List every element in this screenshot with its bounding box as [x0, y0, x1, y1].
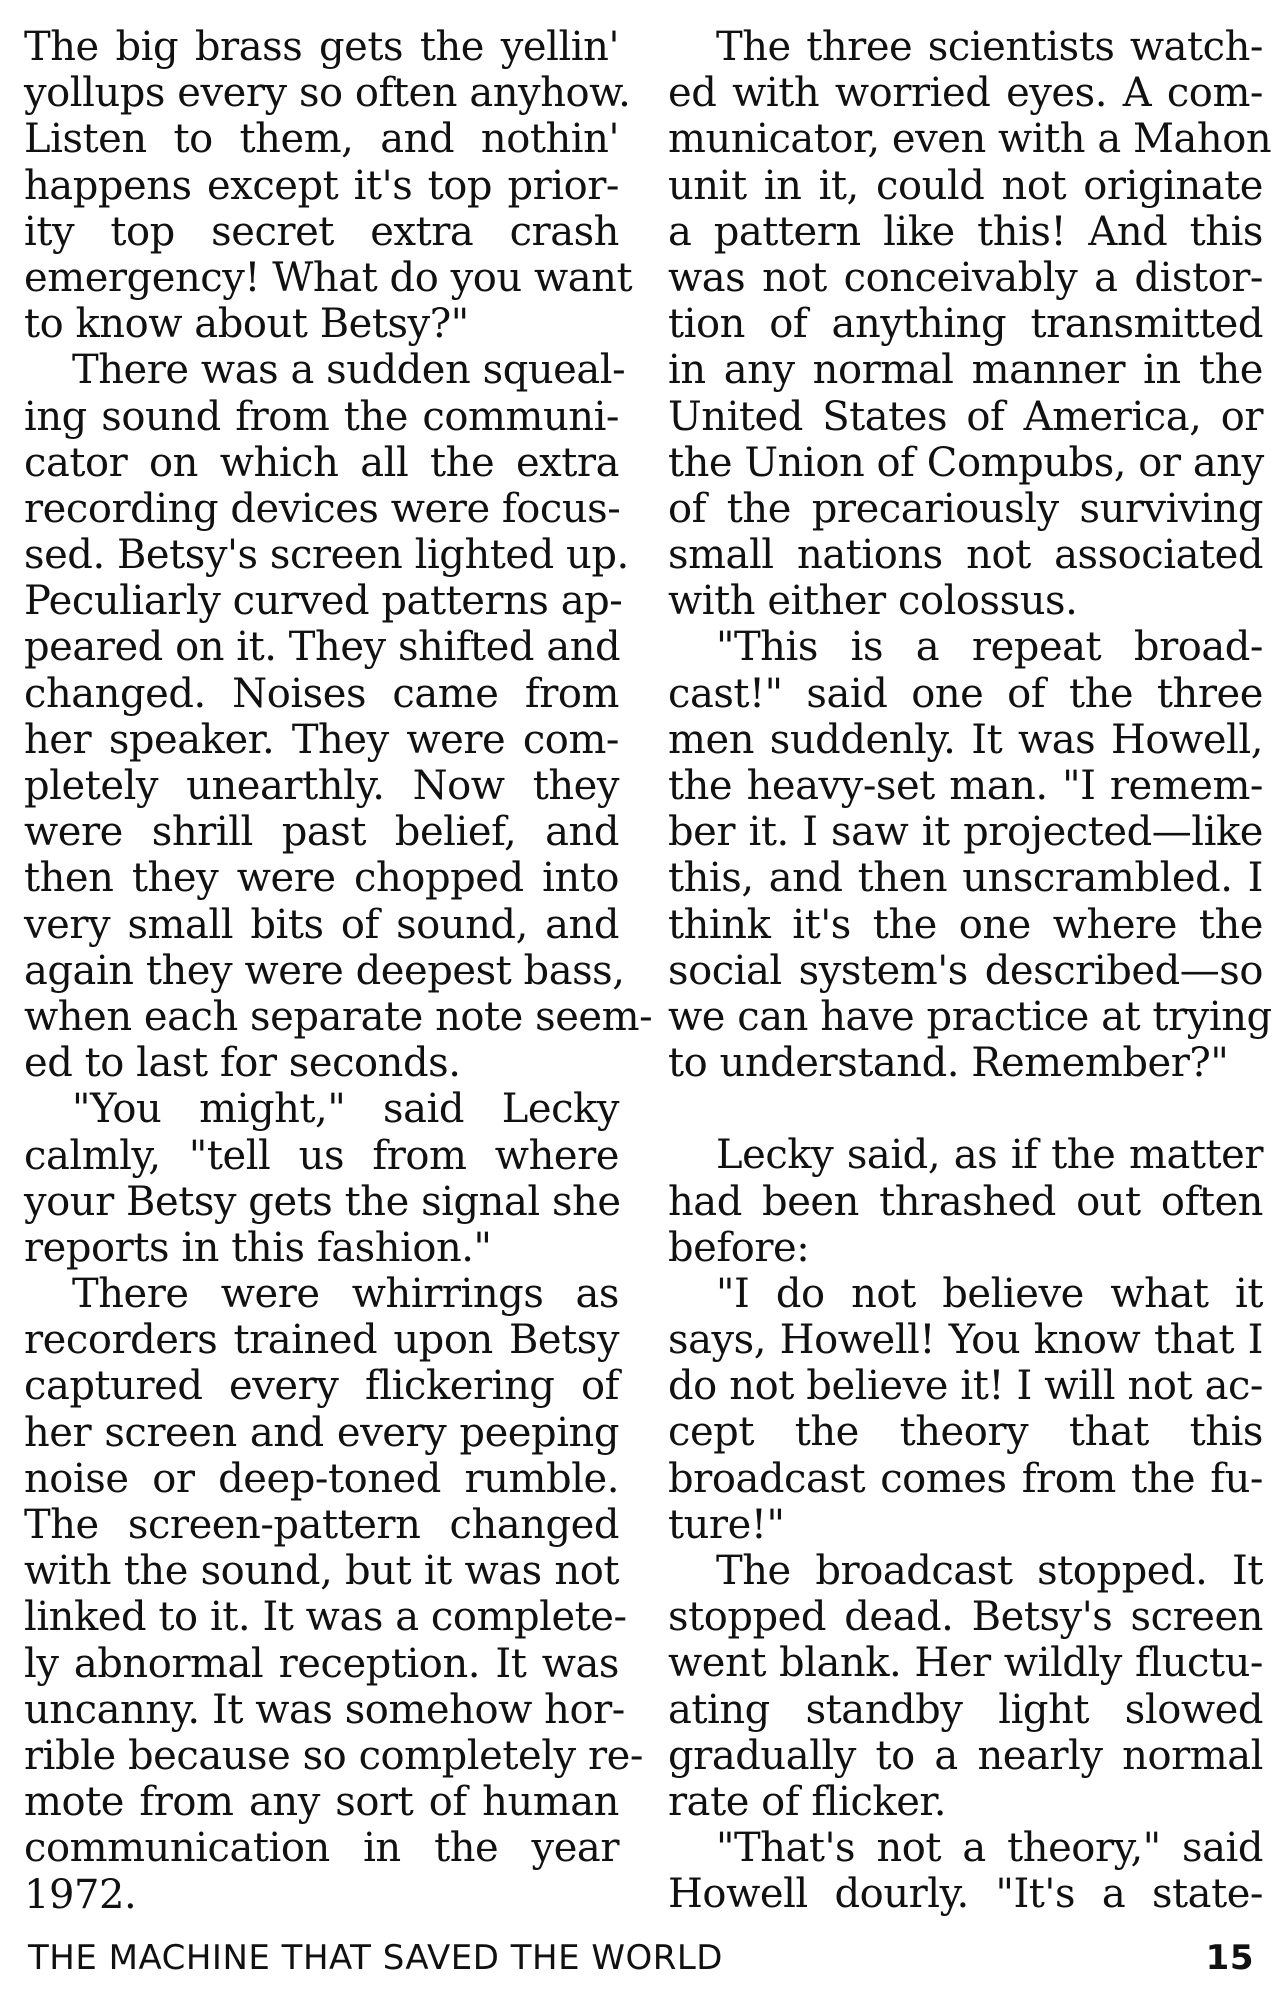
text-line: Listen to them, and nothin' — [24, 116, 619, 163]
text-line: 1972. — [24, 1871, 137, 1918]
text-line: linked to it. It was a complete- — [24, 1594, 627, 1641]
text-line: communication in the year — [24, 1825, 619, 1872]
text-line: in any normal manner in the — [668, 347, 1263, 394]
text-line: "This is a repeat broad- — [716, 624, 1263, 671]
text-line: peared on it. They shifted and — [24, 624, 621, 671]
text-line: the heavy-set man. "I remem- — [668, 763, 1263, 809]
text-line: her screen and every peeping — [24, 1409, 619, 1456]
text-line: rible because so completely re- — [24, 1732, 643, 1779]
text-line: when each separate note seem- — [24, 993, 653, 1040]
text-line: was not conceivably a distor- — [668, 254, 1263, 301]
text-line: rate of flicker. — [668, 1778, 946, 1825]
text-line: changed. Noises came from — [24, 670, 619, 717]
text-line: There were whirrings as — [72, 1271, 619, 1318]
text-line: her speaker. They were com- — [24, 716, 619, 763]
text-line: were shrill past belief, and — [24, 809, 619, 856]
text-line: men suddenly. It was Howell, — [668, 716, 1263, 763]
text-line: cator on which all the extra — [24, 439, 619, 486]
text-line: had been thrashed out often — [668, 1178, 1263, 1225]
text-line: yollups every so often anyhow. — [24, 70, 631, 117]
paragraph-gap — [668, 1086, 1263, 1132]
text-line: very small bits of sound, and — [24, 901, 619, 948]
text-line: sed. Betsy's screen lighted up. — [24, 532, 629, 579]
text-line: The broadcast stopped. It — [716, 1548, 1263, 1594]
text-line: ed with worried eyes. A com- — [668, 70, 1263, 117]
text-line: cept the theory that this — [668, 1409, 1263, 1456]
text-line: There was a sudden squeal- — [72, 347, 626, 394]
text-line: recorders trained upon Betsy — [24, 1317, 619, 1364]
text-line: ating standby light slowed — [668, 1686, 1263, 1733]
text-line: ture!" — [668, 1501, 785, 1548]
text-line: this, and then unscrambled. I — [668, 855, 1263, 902]
text-line: United States of America, or — [668, 393, 1263, 440]
running-title: THE MACHINE THAT SAVED THE WORLD — [28, 1938, 723, 1978]
text-line: cast!" said one of the three — [668, 670, 1263, 717]
text-line: social system's described—so — [668, 947, 1263, 994]
text-line: says, Howell! You know that I — [668, 1317, 1263, 1364]
right-column — [668, 24, 1272, 1918]
text-line: before: — [668, 1224, 810, 1271]
text-line: municator, even with a Mahon — [668, 116, 1272, 163]
text-line: of the precariously surviving — [668, 485, 1263, 532]
text-line: "You might," said Lecky — [72, 1086, 619, 1133]
text-line: The three scientists watch- — [716, 24, 1263, 70]
text-line: we can have practice at trying — [668, 993, 1272, 1040]
text-line: "I do not believe what it — [716, 1270, 1263, 1317]
page-number: 15 — [1205, 1938, 1254, 1978]
text-line: The big brass gets the yellin' — [24, 24, 619, 70]
text-line: again they were deepest bass, — [24, 947, 625, 994]
text-line: pletely unearthly. Now they — [24, 763, 619, 809]
text-line: tion of anything transmitted — [668, 301, 1263, 348]
text-line: your Betsy gets the signal she — [24, 1178, 621, 1225]
text-line: ed to last for seconds. — [24, 1040, 461, 1087]
text-line: recording devices were focus- — [24, 485, 621, 532]
text-line: think it's the one where the — [668, 901, 1263, 948]
text-line: ber it. I saw it projected—like — [668, 809, 1263, 856]
text-line: stopped dead. Betsy's screen — [668, 1594, 1263, 1641]
text-line: went blank. Her wildly fluctu- — [668, 1640, 1263, 1687]
text-line: uncanny. It was somehow hor- — [24, 1686, 625, 1733]
text-line: with either colossus. — [668, 578, 1078, 625]
text-line: noise or deep-toned rumble. — [24, 1455, 619, 1502]
text-line: ing sound from the communi- — [24, 393, 619, 440]
text-line: unit in it, could not originate — [668, 162, 1263, 209]
text-line: the Union of Compubs, or any — [668, 439, 1264, 486]
text-line: then they were chopped into — [24, 855, 619, 902]
text-line: ity top secret extra crash — [24, 208, 619, 255]
text-line: a pattern like this! And this — [668, 208, 1263, 255]
text-line: small nations not associated — [668, 532, 1263, 579]
text-line: happens except it's top prior- — [24, 162, 619, 209]
text-line: with the sound, but it was not — [24, 1548, 619, 1595]
text-line: gradually to a nearly normal — [668, 1732, 1263, 1779]
text-line: "That's not a theory," said — [716, 1825, 1263, 1872]
text-line: ly abnormal reception. It was — [24, 1640, 619, 1687]
text-line: emergency! What do you want — [24, 254, 633, 301]
text-line: reports in this fashion." — [24, 1224, 492, 1271]
text-line: broadcast comes from the fu- — [668, 1455, 1263, 1502]
text-line: do not believe it! I will not ac- — [668, 1363, 1263, 1410]
left-column — [24, 24, 653, 1918]
text-line: mote from any sort of human — [24, 1779, 619, 1826]
text-line: to understand. Remember?" — [668, 1040, 1229, 1087]
text-line: Howell dourly. "It's a state- — [668, 1871, 1263, 1918]
text-line: to know about Betsy?" — [24, 301, 469, 348]
text-line: Peculiarly curved patterns ap- — [24, 578, 623, 625]
text-line: The screen-pattern changed — [24, 1502, 619, 1548]
text-line: calmly, "tell us from where — [24, 1132, 619, 1179]
text-line: captured every flickering of — [24, 1363, 619, 1410]
text-line: Lecky said, as if the matter — [716, 1132, 1263, 1179]
